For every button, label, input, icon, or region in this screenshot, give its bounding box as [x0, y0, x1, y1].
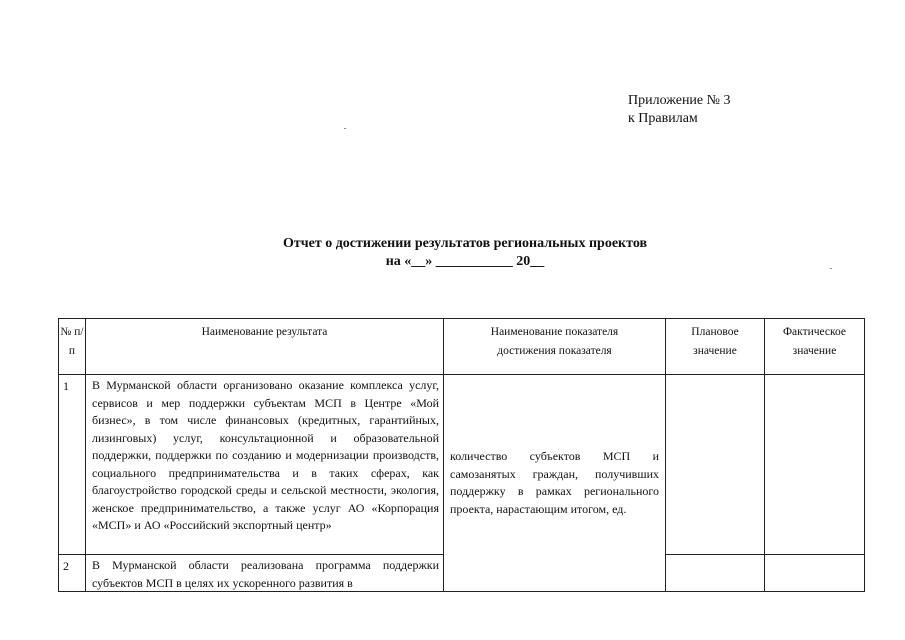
row-result: В Мурманской области реализована программа поддержки субъектов МСП в целях их ускоренного развития в — [92, 558, 439, 590]
row-planned-value — [666, 555, 765, 592]
scan-speck — [344, 128, 346, 129]
row-planned-value — [666, 375, 765, 555]
row-number: 1 — [59, 375, 86, 555]
header-planned: Плановое значение — [666, 319, 765, 375]
title-line: Отчет о достижении результатов региональных проектов — [282, 236, 648, 251]
row-result: В Мурманской области организовано оказание комплекса услуг, сервисов и мер поддержки субъектам МСП в Центре «Мой бизнес», в том числе финансовых (кредитных, гарантийных, лизинговых) услуг, консультационной и образовательной поддержки, поддержки по созданию и модернизации производств, социального предпринимательства и в таких сферах, как благоустройство городской среды и сельской местности, экология, женское предпринимательство, а также услуг АО «Корпорация «МСП» и АО «Российский экспортный центр» — [86, 375, 444, 555]
scan-speck — [830, 268, 832, 269]
row-number: 2 — [59, 555, 86, 592]
table-header-row — [59, 319, 865, 375]
header-result: Наименование результата — [86, 319, 444, 375]
appendix-note — [628, 92, 731, 128]
report-table — [58, 318, 865, 592]
row-indicator: количество субъектов МСП и самозанятых граждан, получивших поддержку в рамках регионального проекта, нарастающим итогом, ед. — [444, 375, 666, 592]
header-number: № п/п — [59, 319, 86, 375]
header-indicator: Наименование показателя достижения показателя — [444, 319, 666, 375]
document-title — [200, 235, 730, 271]
appendix-number: Приложение № 3 — [628, 93, 731, 108]
header-actual: Фактическое значение — [765, 319, 865, 375]
row-actual-value — [765, 555, 865, 592]
title-date-line: на «__» ___________ 20__ — [385, 254, 545, 269]
table-row — [59, 375, 865, 555]
appendix-reference: к Правилам — [628, 111, 698, 126]
row-actual-value — [765, 375, 865, 555]
